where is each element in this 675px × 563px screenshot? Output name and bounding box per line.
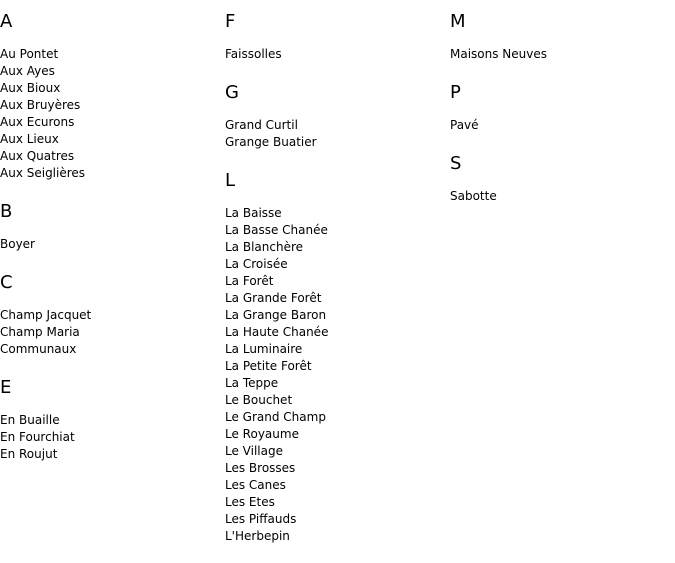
place-link[interactable]: Champ Jacquet [0,308,92,322]
place-link[interactable]: Communaux [0,342,77,356]
group-letter-heading: E [0,377,12,398]
place-link[interactable]: Le Village [225,444,283,458]
place-link[interactable]: La Haute Chanée [225,325,329,339]
place-link[interactable]: Le Royaume [225,427,299,441]
place-list [225,205,445,545]
place-link[interactable]: La Baisse [225,206,282,220]
group-letter-heading: S [450,153,462,174]
group-letter-heading: C [0,272,13,293]
place-link[interactable]: Pavé [450,118,479,132]
place-link[interactable]: Grange Buatier [225,135,317,149]
place-link[interactable]: La Forêt [225,274,274,288]
letter-group-e [0,376,220,463]
place-link[interactable]: Les Etes [225,495,275,509]
group-letter-heading: P [450,82,461,103]
place-link[interactable]: Aux Ecurons [0,115,75,129]
group-letter-heading: L [225,170,236,191]
place-list [225,117,445,151]
index-column [0,10,220,481]
place-list [0,412,220,463]
place-link[interactable]: Aux Ayes [0,64,55,78]
place-list [0,307,220,358]
letter-group-a [0,10,220,182]
place-list [450,117,670,134]
place-link[interactable]: En Buaille [0,413,60,427]
place-link[interactable]: Les Brosses [225,461,296,475]
place-link[interactable]: Boyer [0,237,35,251]
place-link[interactable]: Aux Seiglières [0,166,86,180]
place-link[interactable]: En Roujut [0,447,58,461]
group-letter-heading: M [450,11,466,32]
place-link[interactable]: La Teppe [225,376,279,390]
place-link[interactable]: Grand Curtil [225,118,298,132]
place-link[interactable]: Aux Quatres [0,149,75,163]
place-link[interactable]: Maisons Neuves [450,47,548,61]
letter-group-c [0,271,220,358]
group-letter-heading: A [0,11,13,32]
group-letter-heading: F [225,11,236,32]
index-column [225,10,445,563]
letter-group-l [225,169,445,545]
place-link[interactable]: En Fourchiat [0,430,75,444]
place-link[interactable]: Le Grand Champ [225,410,326,424]
place-list [0,46,220,182]
group-letter-heading: B [0,201,13,222]
place-link[interactable]: La Grange Baron [225,308,327,322]
place-list [225,46,445,63]
letter-group-b [0,200,220,253]
place-link[interactable]: Les Piffauds [225,512,297,526]
letter-group-p [450,81,670,134]
place-link[interactable]: La Croisée [225,257,288,271]
letter-group-m [450,10,670,63]
place-link[interactable]: Au Pontet [0,47,59,61]
place-link[interactable]: La Blanchère [225,240,304,254]
place-link[interactable]: Aux Bioux [0,81,61,95]
place-link[interactable]: Les Canes [225,478,286,492]
place-link[interactable]: La Petite Forêt [225,359,312,373]
letter-group-f [225,10,445,63]
place-list [450,46,670,63]
place-list [0,236,220,253]
place-link[interactable]: Aux Lieux [0,132,59,146]
place-link[interactable]: La Grande Forêt [225,291,322,305]
place-link[interactable]: La Luminaire [225,342,303,356]
place-link[interactable]: Le Bouchet [225,393,293,407]
place-link[interactable]: La Basse Chanée [225,223,328,237]
letter-group-s [450,152,670,205]
letter-group-g [225,81,445,151]
place-link[interactable]: L'Herbepin [225,529,290,543]
place-link[interactable]: Champ Maria [0,325,80,339]
place-link[interactable]: Faissolles [225,47,282,61]
group-letter-heading: G [225,82,239,103]
place-link[interactable]: Aux Bruyères [0,98,81,112]
index-column [450,10,670,223]
place-link[interactable]: Sabotte [450,189,497,203]
place-list [450,188,670,205]
